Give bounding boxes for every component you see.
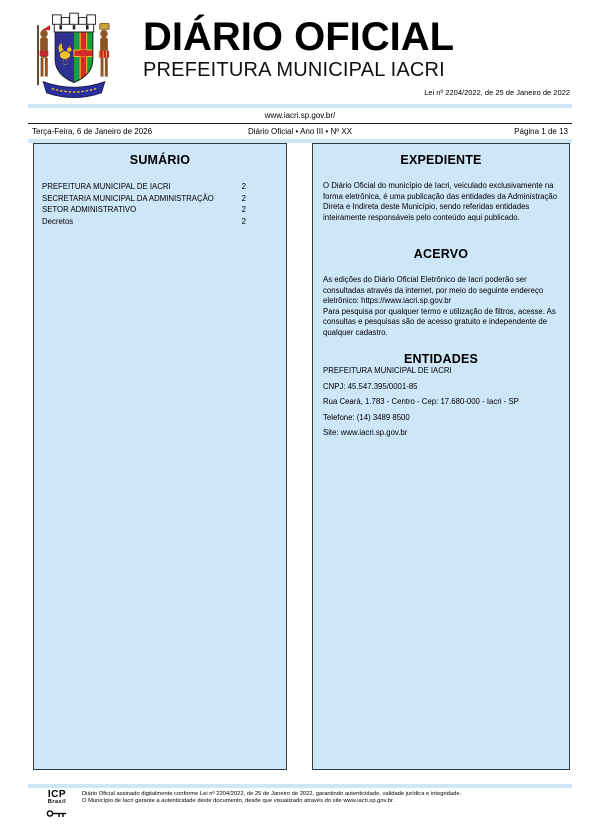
page-title: DIÁRIO OFICIAL bbox=[143, 15, 455, 59]
toc-entry-label: SECRETARIA MUNICIPAL DA ADMINISTRAÇÃO bbox=[42, 193, 214, 203]
signature-footer bbox=[40, 790, 572, 822]
entity-address: Rua Ceará, 1.783 - Centro - Cep: 17.680-000 - Iacri - SP bbox=[323, 397, 519, 406]
expediente-title: EXPEDIENTE bbox=[400, 153, 482, 167]
right-supporter-figure bbox=[99, 23, 109, 76]
footer-divider bbox=[28, 784, 572, 788]
toc-entry-page: 2 bbox=[241, 193, 246, 203]
toc-entry-page: 2 bbox=[241, 205, 246, 214]
toc-entry-label: PREFEITURA MUNICIPAL DE IACRI bbox=[42, 182, 171, 191]
entity-phone: Telefone: (14) 3489 8500 bbox=[323, 412, 410, 422]
website-link[interactable]: www.iacri.sp.gov.br/ bbox=[264, 111, 336, 120]
toc-entry-prefeitura[interactable] bbox=[42, 181, 276, 193]
motto-ribbon bbox=[43, 82, 105, 98]
toc-entry-label: Decretos bbox=[42, 216, 74, 226]
toc-entry-decretos[interactable] bbox=[42, 216, 276, 228]
page-indicator: Página 1 de 13 bbox=[514, 127, 568, 136]
table-of-contents bbox=[42, 181, 276, 227]
toc-entry-page: 2 bbox=[241, 216, 246, 226]
acervo-title: ACERVO bbox=[413, 247, 469, 261]
masthead bbox=[143, 16, 503, 82]
expediente-panel bbox=[312, 143, 570, 770]
toc-entry-setor[interactable] bbox=[42, 204, 276, 216]
icp-logo-subtext: Brasil bbox=[47, 799, 67, 805]
icp-logo-text: ICP bbox=[47, 789, 67, 800]
signature-line-1: Diário Oficial assinado digitalmente conforme Lei nº 2204/2022, de 25 de Janeiro de 2022, garantindo autenticidade, validade jurídica e integridade. bbox=[82, 791, 462, 797]
left-supporter-figure bbox=[38, 25, 50, 85]
edition-info: Diário Oficial • Ano III • Nº XX bbox=[247, 127, 353, 136]
issue-date: Terça-Feira, 6 de Janeiro de 2026 bbox=[32, 127, 153, 136]
toc-entry-secretaria[interactable] bbox=[42, 193, 276, 205]
entity-site-link[interactable]: Site: www.iacri.sp.gov.br bbox=[323, 428, 408, 437]
signature-text bbox=[82, 790, 461, 805]
page-subtitle: PREFEITURA MUNICIPAL IACRI bbox=[143, 59, 445, 81]
icp-brasil-logo bbox=[40, 790, 74, 822]
signature-line-2: O Município de Iacri garante a autenticidade deste documento, desde que visualizado através do site www.iacri.sp.gov.br. bbox=[82, 798, 395, 804]
entidades-title: ENTIDADES bbox=[403, 352, 479, 366]
summary-title: SUMÁRIO bbox=[129, 153, 191, 167]
acervo-body-2: Para pesquisa por qualquer termo e utilização de filtros, acesse. As consultas e pesquisas são de acesso gratuito e independente de qualquer cadastro. bbox=[323, 306, 556, 337]
info-bar bbox=[28, 104, 572, 143]
municipal-coat-of-arms bbox=[31, 8, 117, 104]
entity-cnpj: CNPJ: 45.547.395/0001-85 bbox=[323, 381, 418, 391]
shield bbox=[55, 32, 93, 83]
summary-panel bbox=[33, 143, 287, 770]
entity-name: PREFEITURA MUNICIPAL DE IACRI bbox=[323, 366, 452, 375]
key-icon bbox=[46, 809, 68, 818]
expediente-body: O Diário Oficial do município de Iacri, veiculado exclusivamente na forma eletrônica, é uma publicação das entidades da Administração Direta e Indireta deste Município, sendo referidas entidades inteiramente responsáveis pelo conteúdo aqui publicado. bbox=[323, 181, 558, 222]
law-reference: Lei nº 2204/2022, de 25 de Janeiro de 2022 bbox=[424, 88, 570, 97]
toc-entry-label: SETOR ADMINISTRATIVO bbox=[42, 205, 137, 214]
toc-entry-page: 2 bbox=[241, 182, 246, 191]
acervo-body-1[interactable]: As edições do Diário Oficial Eletrônico de Iacri poderão ser consultadas através da internet, por meio do seguinte endereço eletrônico: https://www.iacri.sp.gov.br bbox=[323, 275, 544, 305]
